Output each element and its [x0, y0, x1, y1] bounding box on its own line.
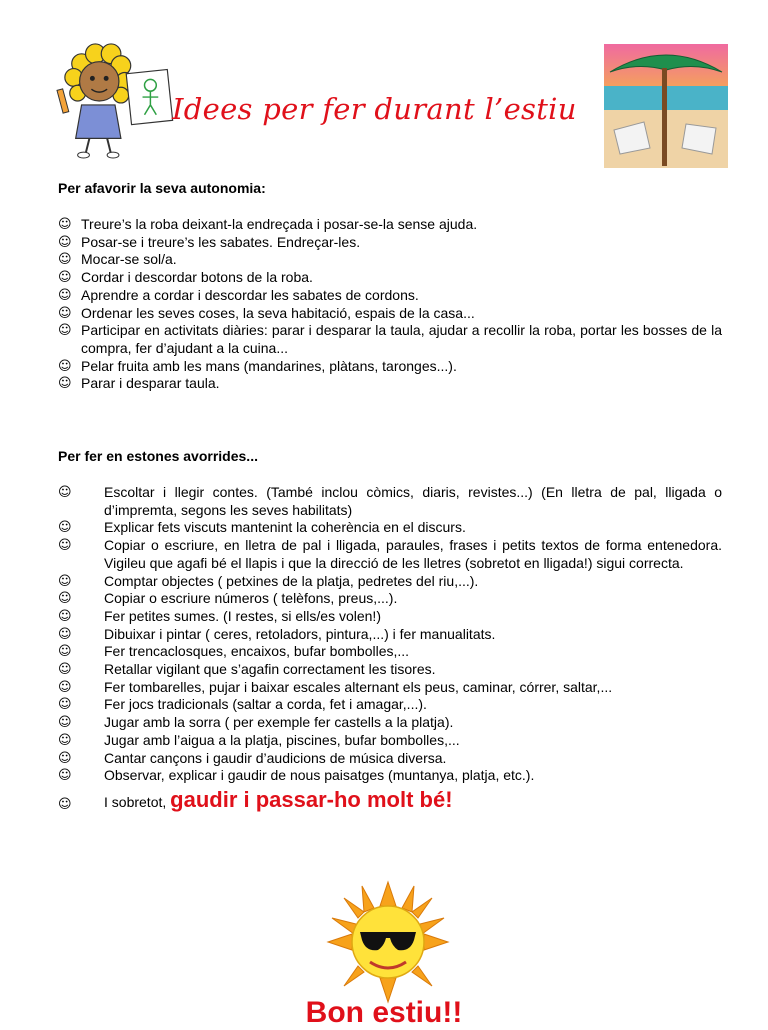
list-item: ☺ Cantar cançons i gaudir d’audicions de música diversa.: [58, 749, 447, 766]
list-item: ☺ Mocar-se sol/a.: [58, 251, 177, 268]
smiley-bullet-icon: ☺: [58, 376, 72, 392]
list-item: ☺ Pelar fruita amb les mans (mandarines, plàtans, taronges...).: [58, 357, 457, 374]
smiley-bullet-icon: ☺: [58, 323, 72, 339]
section-heading-boredom: Per fer en estones avorrides...: [58, 448, 258, 464]
smiley-bullet-icon: ☺: [58, 573, 72, 589]
smiley-bullet-icon: ☺: [58, 287, 72, 303]
list-item: ☺ Treure’s la roba deixant-la endreçada i posar-se-la sense ajuda.: [58, 216, 478, 232]
smiley-bullet-icon: ☺: [58, 252, 72, 268]
smiley-bullet-icon: ☺: [58, 217, 72, 232]
list-item: ☺ Fer tombarelles, pujar i baixar escales alternant els peus, caminar, córrer, saltar,...: [58, 678, 613, 695]
smiley-bullet-icon: ☺: [58, 608, 72, 624]
closing-message: Bon estiu!!: [305, 996, 463, 1029]
smiley-bullet-icon: ☺: [58, 234, 72, 250]
autonomy-list: [58, 216, 722, 393]
list-item: ☺ Retallar vigilant que s’agafin correctament les tisores.: [58, 661, 436, 678]
list-item: ☺ Cordar i descordar botons de la roba.: [58, 269, 313, 286]
list-item: ☺ Fer jocs tradicionals (saltar a corda, fet i amagar,...).: [58, 696, 427, 713]
list-item: ☺ Parar i desparar taula.: [58, 375, 220, 392]
smiley-bullet-icon: ☺: [58, 358, 72, 374]
highlight-text: gaudir i passar-ho molt bé!: [170, 786, 453, 812]
page-title: Idees per fer durant l’estiu: [172, 92, 577, 126]
list-item: ☺ Escoltar i llegir contes. (També inclou còmics, diaris, revistes...) (En lletra de pal, lligada o d’impremta, segons les seves habilitats): [58, 484, 722, 518]
child-drawing-icon: [56, 42, 174, 160]
smiley-bullet-icon: ☺: [58, 732, 72, 748]
list-item: ☺ Fer petites sumes. (I restes, si ells/es volen!): [58, 607, 381, 624]
smiley-bullet-icon: ☺: [58, 644, 72, 660]
smiley-bullet-icon: ☺: [58, 768, 72, 784]
smiley-bullet-icon: ☺: [58, 697, 72, 713]
list-item: ☺ Jugar amb la sorra ( per exemple fer castells a la platja).: [58, 714, 454, 731]
list-item: ☺ Participar en activitats diàries: parar i desparar la taula, ajudar a recollir la roba, portar les bosses de la compra, fer d’ajudant a la cuina...: [58, 322, 722, 356]
list-item: ☺ Ordenar les seves coses, la seva habitació, espais de la casa...: [58, 304, 475, 321]
list-item-final: ☺ I sobretot, gaudir i passar-ho molt bé!: [58, 786, 453, 812]
smiley-bullet-icon: ☺: [58, 520, 72, 536]
list-item: ☺ Copiar o escriure números ( telèfons, preus,...).: [58, 590, 398, 607]
smiley-bullet-icon: ☺: [58, 796, 72, 812]
list-item: ☺ Aprendre a cordar i descordar les sabates de cordons.: [58, 286, 419, 303]
activities-list: [58, 484, 722, 812]
sun-sunglasses-icon: [326, 880, 450, 1004]
smiley-bullet-icon: ☺: [58, 485, 72, 500]
smiley-bullet-icon: ☺: [58, 305, 72, 321]
smiley-bullet-icon: ☺: [58, 715, 72, 731]
list-item: ☺ Observar, explicar i gaudir de nous paisatges (muntanya, platja, etc.).: [58, 767, 535, 784]
smiley-bullet-icon: ☺: [58, 270, 72, 286]
beach-umbrella-icon: [604, 44, 728, 168]
smiley-bullet-icon: ☺: [58, 662, 72, 678]
smiley-bullet-icon: ☺: [58, 538, 72, 554]
list-item: ☺ Posar-se i treure’s les sabates. Endreçar-les.: [58, 233, 361, 250]
list-item: ☺ Comptar objectes ( petxines de la platja, pedretes del riu,...).: [58, 572, 479, 589]
list-item: ☺ Jugar amb l’aigua a la platja, piscines, bufar bombolles,...: [58, 731, 460, 748]
smiley-bullet-icon: ☺: [58, 626, 72, 642]
section-heading-autonomy: Per afavorir la seva autonomia:: [58, 180, 266, 196]
list-item: ☺ Copiar o escriure, en lletra de pal i lligada, paraules, frases i petits textos de forma entenedora. Vigileu que agafi bé el llapis i que la direcció de les lletres (sobretot en lligada!) sigui correcta.: [58, 537, 722, 571]
smiley-bullet-icon: ☺: [58, 679, 72, 695]
list-item: ☺ Fer trencaclosques, encaixos, bufar bombolles,...: [58, 643, 410, 660]
list-item: ☺ Dibuixar i pintar ( ceres, retoladors, pintura,...) i fer manualitats.: [58, 625, 496, 642]
list-item: ☺ Explicar fets viscuts mantenint la coherència en el discurs.: [58, 519, 466, 536]
smiley-bullet-icon: ☺: [58, 750, 72, 766]
smiley-bullet-icon: ☺: [58, 591, 72, 607]
